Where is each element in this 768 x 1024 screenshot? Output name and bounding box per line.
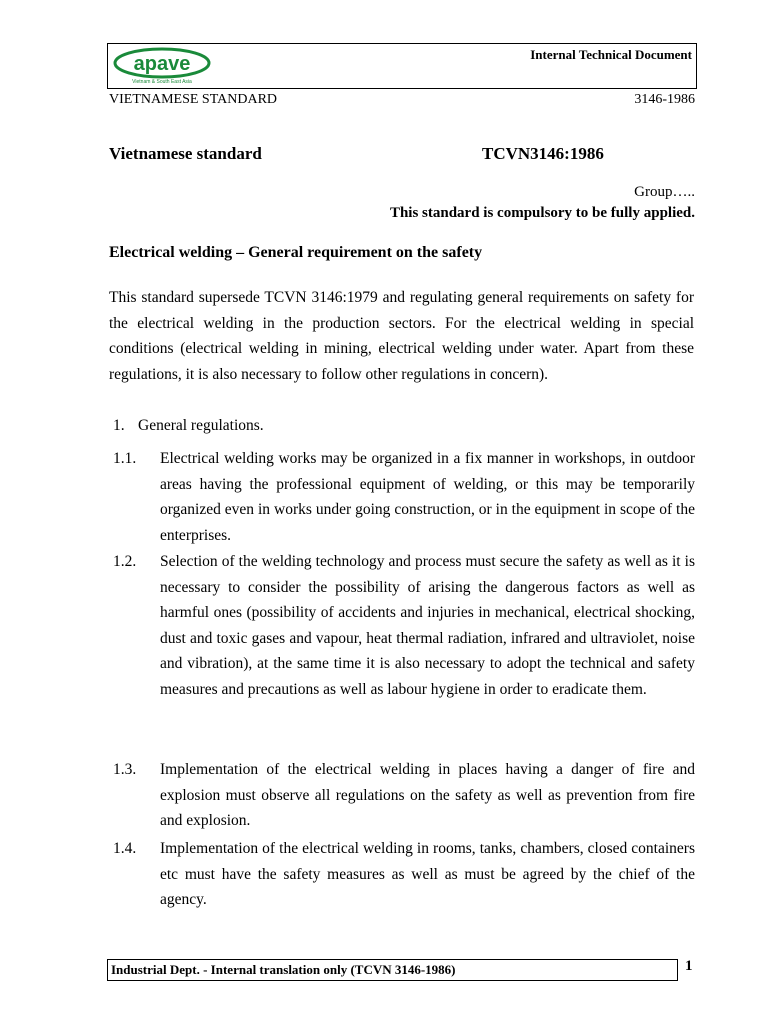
header-box [107,43,697,89]
standard-label: VIETNAMESE STANDARD [109,92,278,107]
section-number: 1. [113,417,125,434]
section-heading [113,417,264,435]
logo-wordmark: apave [133,53,191,75]
clause-1-2 [113,549,695,702]
group-label: Group….. [634,184,695,200]
standard-code: 3146-1986 [634,92,695,107]
clause-text: Electrical welding works may be organized in a fix manner in workshops, in outdoor areas having the professional equipment of welding, or this may be temporarily organized even in works under going construction, or in the equipment in scope of the enterprises. [160,450,695,544]
footer: Industrial Dept. - Internal translation only (TCVN 3146-1986) [107,959,678,981]
clause-1-4 [113,836,695,913]
page-number: 1 [685,958,693,974]
page-title: Vietnamese standard [109,144,262,163]
clause-number: 1.2. [113,553,137,570]
clause-1-1 [113,446,695,548]
clause-text: Implementation of the electrical welding in places having a danger of fire and explosion must observe all regulations on the safety as well as prevention from fire and explosion. [160,761,695,829]
compulsory-statement: This standard is compulsory to be fully applied. [389,205,695,221]
apave-logo [112,47,212,85]
subject-heading: Electrical welding – General requirement on the safety [109,244,483,261]
standard-line [109,92,695,108]
intro-paragraph: This standard supersede TCVN 3146:1979 and regulating general requirements on safety for the electrical welding in the production sectors. For the electrical welding in special conditions (electrical welding in mining, electrical welding under water. Apart from these regulations, it is also necessary to follow other regulations in concern). [109,289,694,383]
clause-number: 1.3. [113,761,137,778]
clause-number: 1.1. [113,450,137,467]
document-type: Internal Technical Document [530,47,692,62]
clause-1-3 [113,757,695,834]
clause-number: 1.4. [113,840,137,857]
clause-text: Selection of the welding technology and process must secure the safety as well as it is necessary to consider the possibility of arising the dangerous factors as well as harmful ones (possibility of accidents and injuries in mechanical, electrical shocking, dust and toxic gases and vapour, heat thermal radiation, infrared and ultraviolet, noise and vibration), at the same time it is also necessary to adopt the technical and safety measures and precautions as well as labour hygiene in order to eradicate them. [160,553,695,698]
section-title: General regulations. [138,417,264,434]
standard-number: TCVN3146:1986 [482,144,604,163]
logo-tagline: Vietnam & South East Asia [132,79,192,85]
clause-text: Implementation of the electrical welding in rooms, tanks, chambers, closed containers etc must have the safety measures as well as must be agreed by the chief of the agency. [160,840,695,908]
